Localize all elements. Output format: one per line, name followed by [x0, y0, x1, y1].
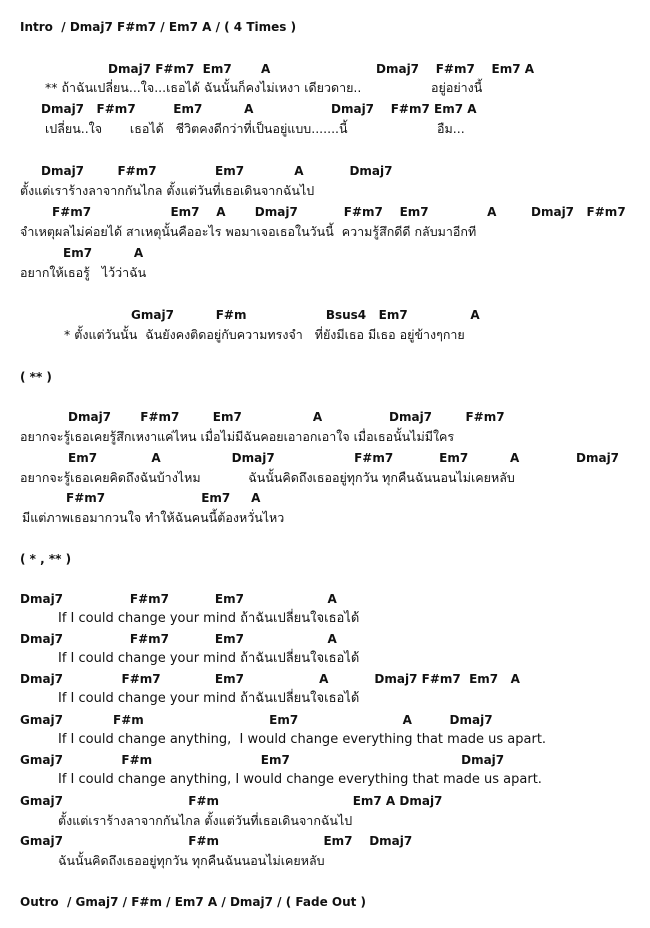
chord-line: Dmaj7 F#m7 Em7 A [376, 62, 535, 76]
lyric-line: ตั้งแต่เราร้างลาจากกันไกล ตั้งแต่วันที่เธอเดินจากฉันไป [58, 813, 353, 828]
repeat-marker: ( ** ) [20, 370, 52, 384]
lyric-line: ** ถ้าฉันเปลี่ยน...ใจ...เธอได้ ฉันนั้นก็คงไม่เหงา เดียวดาย.. [45, 80, 362, 95]
lyric-line: มีแต่ภาพเธอมากวนใจ ทำให้ฉันคนนี้ต้องหวั่นไหว [22, 510, 285, 525]
chord-line: Dmaj7 F#m7 Em7 A [20, 632, 337, 646]
lyric-line: อยากให้เธอรู้ ไว้ว่าฉัน [20, 265, 147, 280]
chord-line: Dmaj7 F#m7 Em7 A [108, 62, 271, 76]
lyric-line: เปลี่ยน..ใจ เธอได้ ชีวิตคงดีกว่าที่เป็นอยู่แบบ.......นี้ [45, 121, 348, 136]
lyric-line: If I could change your mind ถ้าฉันเปลี่ยนใจเธอได้ [58, 691, 360, 706]
repeat-marker: ( * , ** ) [20, 552, 72, 566]
chord-line: Gmaj7 F#m Em7 A Dmaj7 [20, 713, 493, 727]
lyric-line: อยู่อย่างนี้ [431, 80, 483, 95]
chord-line: Dmaj7 F#m7 Em7 A [41, 102, 254, 116]
chord-line: Dmaj7 F#m7 Em7 A Dmaj7 [41, 164, 393, 178]
chord-line: Gmaj7 F#m Em7 Dmaj7 [20, 834, 413, 848]
chord-line: Dmaj7 F#m7 Em7 A Dmaj7 F#m7 [68, 410, 505, 424]
lyric-line: อยากจะรู้เธอเคยรู้สึกเหงาแค่ไหน เมื่อไม่มีฉันคอยเอาอกเอาใจ เมื่อเธอนั้นไม่มีใคร [20, 429, 455, 444]
chord-line: Em7 A [63, 246, 144, 260]
chord-line: Gmaj7 F#m Em7 Dmaj7 [20, 753, 505, 767]
lyric-line: จำเหตุผลไม่ค่อยได้ สาเหตุนั้นคืออะไร พอมาเจอเธอในวันนี้ ความรู้สึกดีดี กลับมาอีกที [20, 224, 477, 239]
lyric-line: If I could change your mind ถ้าฉันเปลี่ยนใจเธอได้ [58, 611, 360, 626]
chord-line: Dmaj7 F#m7 Em7 A [20, 592, 337, 606]
outro-line: Outro / Gmaj7 / F#m / Em7 A / Dmaj7 / ( Fade Out ) [20, 895, 367, 909]
chord-line: Gmaj7 F#m Bsus4 Em7 A [131, 308, 480, 322]
chord-line: F#m7 Em7 A Dmaj7 F#m7 Em7 A [52, 205, 497, 219]
chord-line: Em7 A Dmaj7 F#m7 Em7 A [68, 451, 520, 465]
chord-line: Dmaj7 F#m7 Em7 A [331, 102, 477, 116]
lyric-line: ฉันนั้นคิดถึงเธออยู่ทุกวัน ทุกคืนฉันนอนไม่เคยหลับ [58, 853, 325, 868]
chord-line: Dmaj7 F#m7 Em7 A Dmaj7 F#m7 Em7 A [20, 672, 520, 686]
lyric-line: * ตั้งแต่วันนั้น ฉันยังคงติดอยู่กับความทรงจำ ที่ยังมีเธอ มีเธอ อยู่ข้างๆกาย [64, 327, 465, 342]
lyric-line: If I could change your mind ถ้าฉันเปลี่ยนใจเธอได้ [58, 651, 360, 666]
lyric-line: อืม... [437, 121, 465, 136]
chord-line: Dmaj7 F#m7 [531, 205, 626, 219]
lyric-line: อยากจะรู้เธอเคยคิดถึงฉันบ้างไหม ฉันนั้นคิดถึงเธออยู่ทุกวัน ทุกคืนฉันนอนไม่เคยหลับ [20, 470, 515, 485]
chord-line: Gmaj7 F#m Em7 A Dmaj7 [20, 794, 443, 808]
lyric-line: If I could change anything, I would change everything that made us apart. [58, 732, 547, 747]
chord-line: Dmaj7 [576, 451, 620, 465]
intro-line: Intro / Dmaj7 F#m7 / Em7 A / ( 4 Times ) [20, 20, 297, 34]
lyric-line: If I could change anything, I would change everything that made us apart. [58, 772, 542, 787]
chord-line: F#m7 Em7 A [66, 491, 261, 505]
lyric-line: ตั้งแต่เราร้างลาจากกันไกล ตั้งแต่วันที่เธอเดินจากฉันไป [20, 183, 315, 198]
